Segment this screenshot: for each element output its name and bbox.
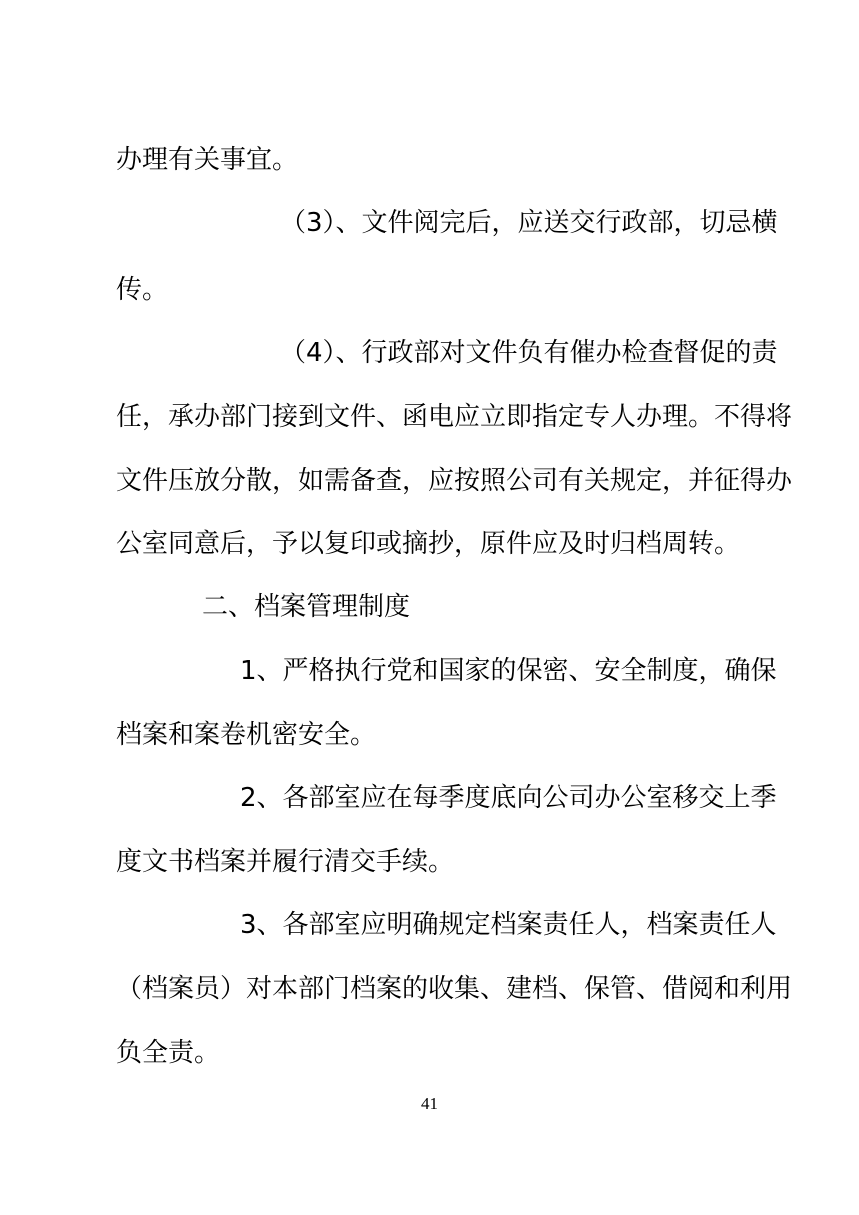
text-line: 档案和案卷机密安全。 xyxy=(116,720,377,750)
text-line: 传。 xyxy=(116,275,169,305)
text-line: 负全责。 xyxy=(116,1038,221,1068)
text-line: （3）、文件阅完后，应送交行政部，切忌横 xyxy=(280,208,778,238)
text-line: 度文书档案并履行清交手续。 xyxy=(116,847,455,877)
text-line: 3、各部室应明确规定档案责任人，档案责任人 xyxy=(240,910,777,940)
text-line: 1、严格执行党和国家的保密、安全制度，确保 xyxy=(240,656,777,686)
text-line: 文件压放分散，如需备查，应按照公司有关规定，并征得办 xyxy=(116,466,793,496)
text-line: 办理有关事宜。 xyxy=(116,145,299,175)
text-line: 任，承办部门接到文件、函电应立即指定专人办理。不得将 xyxy=(116,402,793,432)
text-line: （档案员）对本部门档案的收集、建档、保管、借阅和利用 xyxy=(116,974,793,1004)
section-heading: 二、档案管理制度 xyxy=(202,592,411,622)
text-line: 公室同意后，予以复印或摘抄，原件应及时归档周转。 xyxy=(116,529,741,559)
text-line: （4）、行政部对文件负有催办检查督促的责 xyxy=(280,338,778,368)
page-number: 41 xyxy=(421,1094,438,1113)
text-line: 2、各部室应在每季度底向公司办公室移交上季 xyxy=(240,783,777,813)
